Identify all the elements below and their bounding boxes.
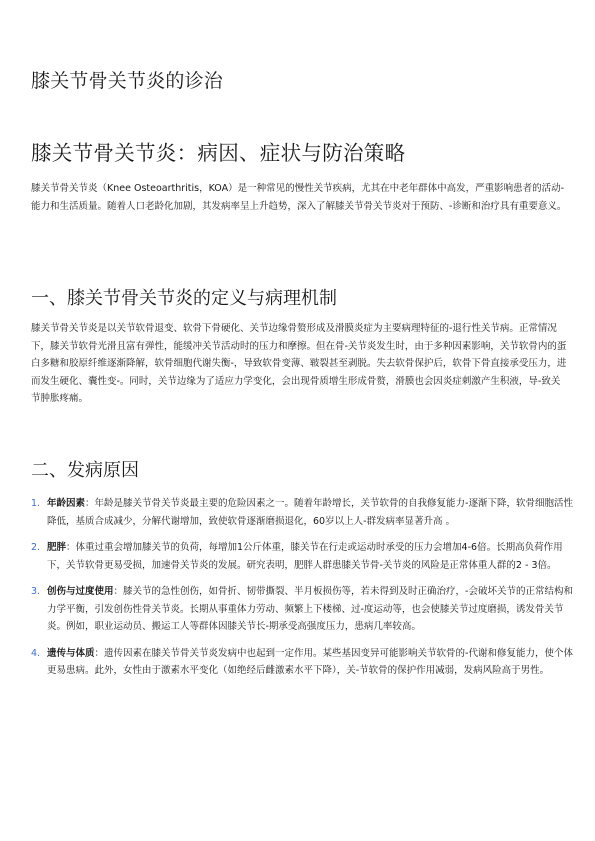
item-text: ：遗传因素在膝关节骨关节炎发病中也起到一定作用。某些基因变异可能影响关节软骨的-代谢和修复能力，使个体更易患病。此外，女性由于激素水平变化（如绝经后雌激素水平下降），关-节软骨的保护作用减弱，发病风险高于男性。 [47,647,573,676]
item-text: ：体重过重会增加膝关节的负荷，每增加1公斤体重，膝关节在行走或运动时承受的压力会增加4-6倍。长期高负荷作用下，关节软骨更易受损，加速骨关节炎的发展。研究表明，肥胖人群患膝关节骨-关节炎的风险是正常体重人群的2 - 3倍。 [47,542,563,571]
section1-heading: 一、膝关节骨关节炎的定义与病理机制 [31,288,337,309]
section2-heading: 二、发病原因 [31,460,139,481]
item-term: 肥胖 [47,542,67,553]
section1-body: 膝关节骨关节炎是以关节软骨退变、软骨下骨硬化、关节边缘骨赘形成及滑膜炎症为主要病理特征的-退行性关节病。正常情况下，膝关节软骨光滑且富有弹性，能缓冲关节活动时的压力和摩擦。但在骨-关节炎发生时，由于多种因素影响，关节软骨内的蛋白多糖和胶原纤维逐渐降解，软骨细胞代谢失衡-，导致软骨变薄、皲裂甚至剥脱。失去软骨保护后，软骨下骨直接承受压力，进而发生硬化、囊性变-。同时，关节边缘为了适应力学变化，会出现骨质增生形成骨赘，滑膜也会因炎症刺激产生积液，导-致关节肿胀疼痛。 [31,323,567,404]
item-text: ：膝关节的急性创伤，如骨折、韧带撕裂、半月板损伤等，若未得到及时正确治疗，-会破坏关节的正常结构和力学平衡，引发创伤性骨关节炎。长期从事重体力劳动、频繁上下楼梯、过-度运动等，也会使膝关节过度磨损，诱发骨关节炎。例如，职业运动员、搬运工人等群体因膝关节长-期承受高强度压力，患病几率较高。 [47,586,573,632]
list-number: 3. [31,586,41,597]
main-heading: 膝关节骨关节炎：病因、症状与防治策略 [31,141,406,165]
item-term: 年龄因素 [47,498,86,509]
list-item [31,583,579,636]
list-item [31,645,579,680]
list-item [31,539,579,574]
document-title: 膝关节骨关节炎的诊治 [31,70,224,92]
list-item [31,495,579,530]
list-number: 1. [31,498,41,509]
list-number: 4. [31,647,41,659]
item-term: 遗传与体质 [47,647,95,659]
list-number: 2. [31,542,41,553]
causes-list [31,495,579,689]
intro-paragraph: 膝关节骨关节炎（Knee Osteoarthritis，KOA）是一种常见的慢性关节疾病，尤其在中老年群体中高发，严重影响患者的活动-能力和生活质量。随着人口老龄化加剧，其发病率呈上升趋势，深入了解膝关节骨关节炎对于预防、-诊断和治疗具有重要意义。 [31,183,567,212]
item-term: 创伤与过度使用 [47,586,114,597]
item-text: ：年龄是膝关节骨关节炎最主要的危险因素之一。随着年龄增长，关节软骨的自我修复能力-逐渐下降，软骨细胞活性降低，基质合成减少，分解代谢增加，致使软骨逐渐磨损退化，60岁以上人-群发病率显著升高 。 [47,498,573,527]
